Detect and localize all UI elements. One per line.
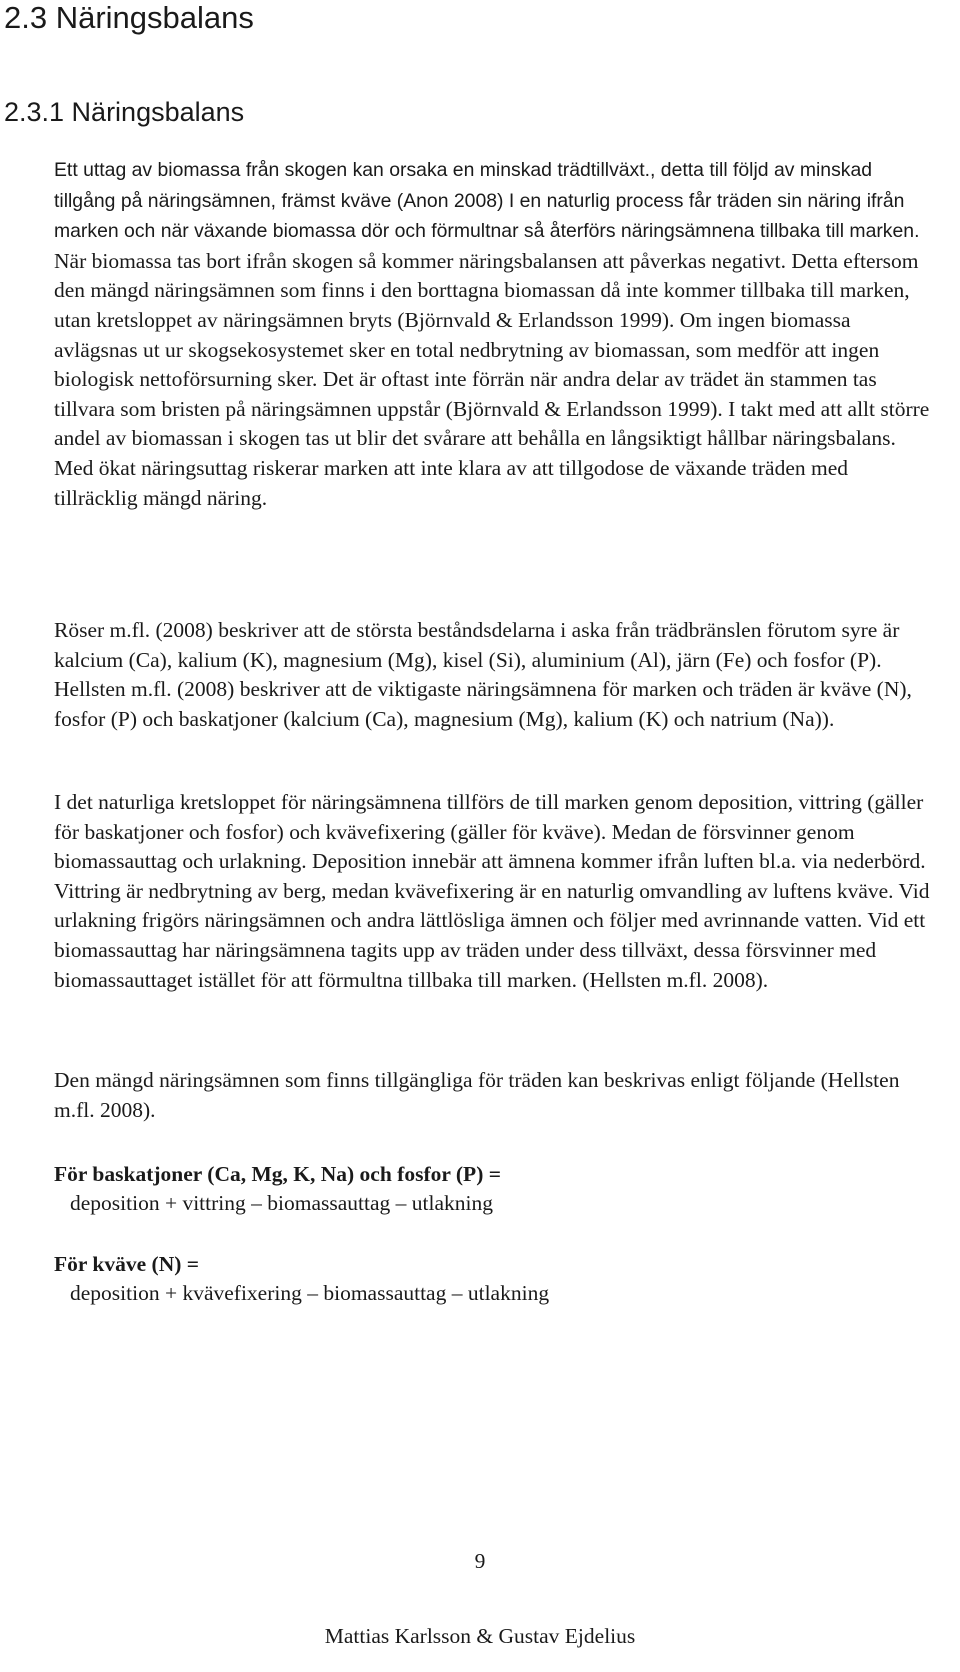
footer-authors: Mattias Karlsson & Gustav Ejdelius [324, 1624, 636, 1648]
paragraph-nutrient-removal [54, 155, 934, 513]
section-heading: 2.3 Näringsbalans [4, 0, 254, 35]
paragraph-natural-cycle: I det naturliga kretsloppet för näringsämnena tillförs de till marken genom deposition, vittring (gäller för baskatjoner och fosfor) och kvävefixering (gäller för kväve). Medan de försvinner genom biomassauttag och urlakning. Deposition innebär att ämnena kommer ifrån luften bl.a. via nederbörd. Vittring är nedbrytning av berg, medan kvävefixering är en naturlig omvandling av luftens kväve. Vid urlakning frigörs näringsämnen och andra lättlösliga ämnen och följer med avrinnande vatten. Vid ett biomassauttag har näringsämnena tagits upp av träden under dess tillväxt, dessa försvinner med biomassauttaget istället för att förmultna tillbaka till marken. (Hellsten m.fl. 2008). [54, 790, 930, 992]
subsection-heading: 2.3.1 Näringsbalans [4, 97, 245, 127]
paragraph-serif-segment: När biomassa tas bort ifrån skogen så kommer näringsbalansen att påverkas negativt. Detta eftersom den mängd näringsämnen som finns i den borttagna biomassan då inte kommer tillbaka till marken, utan kretsloppet av näringsämnen bryts (Björnvald & Erlandsson 1999). Om ingen biomassa avlägsnas ut ur skogsekosystemet sker en total nedbrytning av biomassan, som medför att ingen biologisk nettoförsurning sker. Det är oftast inte förrän när andra delar av trädet än stammen tas tillvara som bristen på näringsämnen uppstår (Björnvald & Erlandsson 1999). I takt med att allt större andel av biomassan i skogen tas ut blir det svårare att behålla en långsiktigt hållbar näringsbalans. Med ökat näringsuttag riskerar marken att inte klara av att tillgodose de växande träden med tillräcklig mängd näring. [54, 248, 930, 510]
formula-nitrogen-expression: deposition + kvävefixering – biomassauttag – utlakning [70, 1281, 550, 1305]
paragraph-sans-segment: Ett uttag av biomassa från skogen kan orsaka en minskad trädtillväxt., detta till följd av minskad tillgång på näringsämnen, främst kväve (Anon 2008) I en naturlig process får träden sin näring ifrån marken och när växande biomassa dör och förmultnar så återförs näringsämnena tillbaka till marken. [54, 159, 920, 243]
paragraph-available-nutrients: Den mängd näringsämnen som finns tillgängliga för träden kan beskrivas enligt följande (Hellsten m.fl. 2008). [54, 1068, 900, 1122]
formula-base-cations-heading: För baskatjoner (Ca, Mg, K, Na) och fosfor (P) = [54, 1162, 501, 1186]
formula-nitrogen-heading: För kväve (N) = [54, 1252, 200, 1276]
formula-base-cations-expression: deposition + vittring – biomassauttag – utlakning [70, 1191, 493, 1215]
page-number: 9 [474, 1549, 486, 1573]
paragraph-ash-components: Röser m.fl. (2008) beskriver att de största beståndsdelarna i aska från trädbränslen förutom syre är kalcium (Ca), kalium (K), magnesium (Mg), kisel (Si), aluminium (Al), järn (Fe) och fosfor (P). Hellsten m.fl. (2008) beskriver att de viktigaste näringsämnena för marken och träden är kväve (N), fosfor (P) och baskatjoner (kalcium (Ca), magnesium (Mg), kalium (K) och natrium (Na)). [54, 618, 912, 731]
